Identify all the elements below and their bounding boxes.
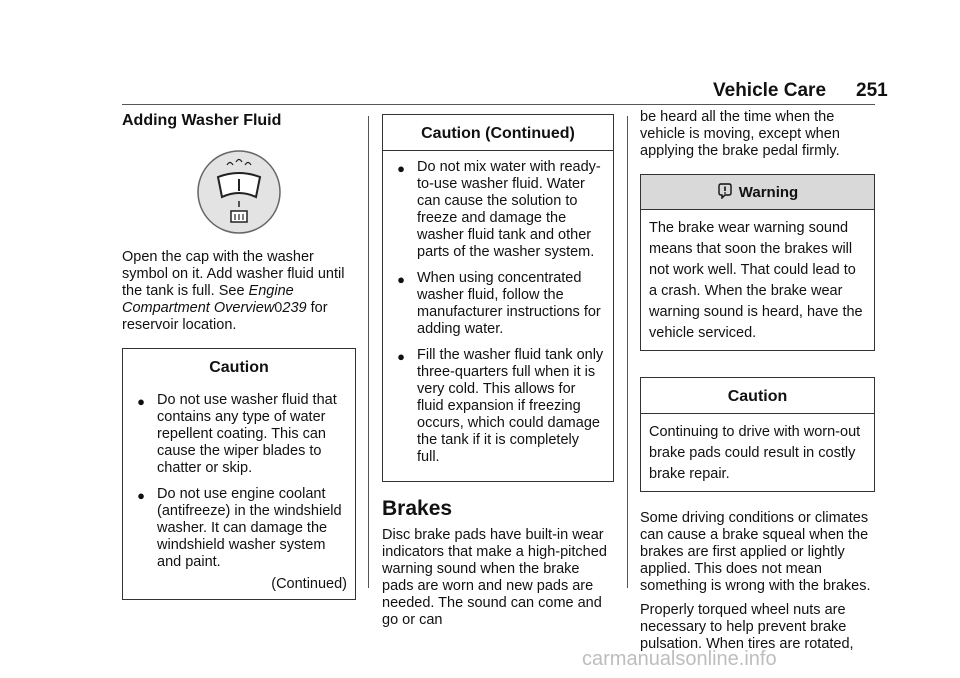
instruction-paragraph: Open the cap with the washer symbol on it. Add washer fluid until the tank is full. See Engine Compartment Overview0239 for reservoir location. <box>122 249 345 333</box>
column-divider <box>368 116 369 588</box>
caution-text: Continuing to drive with worn-out brake pads could result in costly brake repair. <box>649 424 861 482</box>
column-middle <box>382 114 614 636</box>
cross-reference-link[interactable]: Engine Compartment Overview <box>122 283 294 316</box>
section-heading: Adding Washer Fluid <box>122 112 282 129</box>
list-item: ● When using concentrated washer fluid, follow the manufacturer instructions for adding water. <box>391 270 605 338</box>
bullet-icon: ● <box>397 349 405 364</box>
warning-title: Warning <box>738 184 799 201</box>
header-rule <box>122 104 875 105</box>
column-divider <box>627 116 628 588</box>
continued-label: (Continued) <box>271 576 347 592</box>
warning-box <box>640 174 875 351</box>
list-item: ● Fill the washer fluid tank only three-quarters full when it is very cold. This allows for fluid expansion if freezing occurs, which could damage the tank if it is completely full. <box>391 347 605 466</box>
warning-icon <box>717 183 733 199</box>
warning-text: The brake wear warning sound means that soon the brakes will not work well. That could lead to a crash. When the brake wear warning sound is heard, have the vehicle serviced. <box>649 220 863 341</box>
caution-title: Caution <box>641 378 874 414</box>
bullet-icon: ● <box>137 488 145 503</box>
page-header <box>713 80 888 102</box>
washer-symbol-icon <box>122 149 356 235</box>
bullet-icon: ● <box>397 272 405 287</box>
brakes-paragraph: Disc brake pads have built-in wear indicators that make a high-pitched warning sound when the brake pads are worn and new pads are needed. The sound can come and go or can <box>382 527 607 628</box>
list-item: ● Do not mix water with ready-to-use washer fluid. Water can cause the solution to freeze and damage the washer fluid tank and other parts of the washer system. <box>391 159 605 261</box>
page-number: 251 <box>856 80 888 101</box>
column-left <box>122 112 356 600</box>
caution-title: Caution <box>209 359 269 376</box>
ref-page[interactable]: 239 <box>282 300 307 316</box>
continued-paragraph: be heard all the time when the vehicle is moving, except when applying the brake pedal firmly. <box>640 109 840 159</box>
caution-box <box>640 377 875 492</box>
ref-symbol: 0 <box>274 300 283 316</box>
caution-continued-box <box>382 114 614 482</box>
brake-squeal-paragraph: Some driving conditions or climates can cause a brake squeal when the brakes are first applied or lightly applied. This does not mean something is wrong with the brakes. <box>640 510 871 594</box>
brakes-heading: Brakes <box>382 497 453 520</box>
caution-box <box>122 348 356 600</box>
bullet-icon: ● <box>137 394 145 409</box>
column-right <box>640 109 875 660</box>
list-item: ● Do not use washer fluid that contains any type of water repellent coating. This can cause the wiper blades to chatter or skip. <box>131 392 347 477</box>
wheel-nuts-paragraph: Properly torqued wheel nuts are necessary to help prevent brake pulsation. When tires are rotated, <box>640 602 854 652</box>
caution-title: Caution (Continued) <box>383 115 613 151</box>
warning-header <box>641 175 874 210</box>
section-title: Vehicle Care <box>713 80 827 101</box>
list-item: ● Do not use engine coolant (antifreeze) in the windshield washer. It can damage the windshield washer system and paint. <box>131 486 347 571</box>
bullet-icon: ● <box>397 161 405 176</box>
watermark: carmanualsonline.info <box>582 648 777 670</box>
